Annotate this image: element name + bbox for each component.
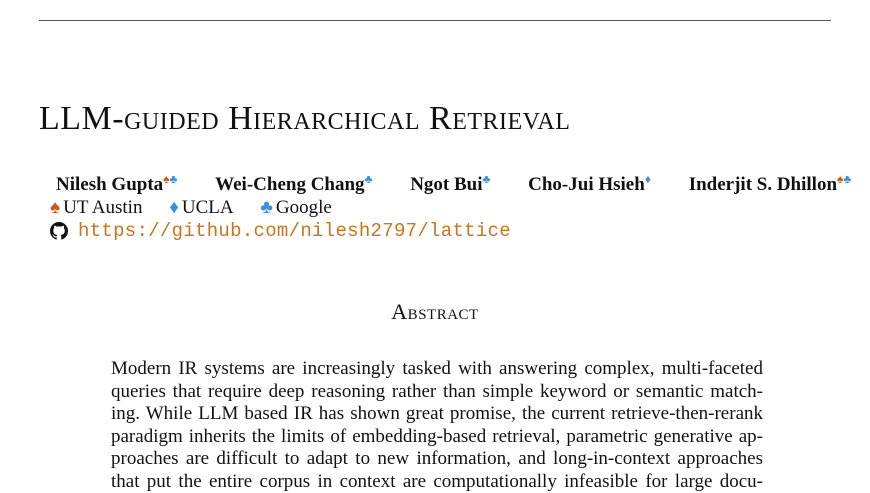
author-name: Wei-Cheng Chang (215, 174, 364, 195)
club-icon: ♣ (170, 172, 178, 186)
title-part: ierarchical (253, 100, 429, 137)
abstract-body (111, 358, 763, 493)
abstract-line: that put the entire corpus in context are computationally infeasible for large docu- (111, 471, 763, 493)
affiliation-name: UT Austin (63, 197, 142, 218)
affiliation (50, 196, 142, 220)
affiliation-name: UCLA (182, 197, 234, 218)
repo-link[interactable]: https://github.com/nilesh2797/lattice (78, 220, 511, 242)
author (56, 173, 177, 198)
affiliation-list (50, 196, 354, 220)
author (689, 173, 852, 198)
abstract-heading: Abstract (0, 298, 870, 326)
author-name: Ngot Bui (410, 174, 482, 195)
abstract-line: queries that require deep reasoning rather than simple keyword or semantic match- (111, 381, 763, 404)
author-name: Cho-Jui Hsieh (528, 174, 645, 195)
repo-line (50, 219, 511, 243)
diamond-icon: ♦ (645, 172, 651, 186)
author-name: Inderjit S. Dhillon (689, 174, 837, 195)
title-part: -guided (112, 100, 228, 137)
spade-icon: ♠ (163, 172, 169, 186)
author (215, 173, 372, 198)
club-icon: ♣ (260, 197, 272, 218)
spade-icon: ♠ (837, 172, 843, 186)
title-part: H (228, 100, 253, 137)
affiliation-name: Google (276, 197, 332, 218)
author-list (56, 173, 851, 198)
github-icon (50, 222, 68, 240)
title-part: LLM (39, 100, 112, 137)
abstract-line: proaches are difficult to adapt to new information, and long-in-context approaches (111, 448, 763, 471)
author (410, 173, 490, 198)
author-name: Nilesh Gupta (56, 174, 163, 195)
author (528, 173, 651, 198)
abstract-line: paradigm inherits the limits of embedding-based retrieval, parametric generative ap- (111, 426, 763, 449)
title-part: etrieval (452, 100, 570, 137)
affiliation (169, 196, 233, 220)
abstract-line: ing. While LLM based IR has shown great promise, the current retrieve-then-rerank (111, 403, 763, 426)
paper-title (39, 98, 570, 140)
abstract-line: Modern IR systems are increasingly tasked with answering complex, multi-faceted (111, 358, 763, 381)
spade-icon: ♠ (50, 197, 60, 218)
club-icon: ♣ (365, 172, 373, 186)
title-part: R (429, 100, 452, 137)
affiliation (260, 196, 331, 220)
club-icon: ♣ (843, 172, 851, 186)
top-rule (39, 20, 831, 21)
club-icon: ♣ (483, 172, 491, 186)
diamond-icon: ♦ (169, 197, 179, 218)
